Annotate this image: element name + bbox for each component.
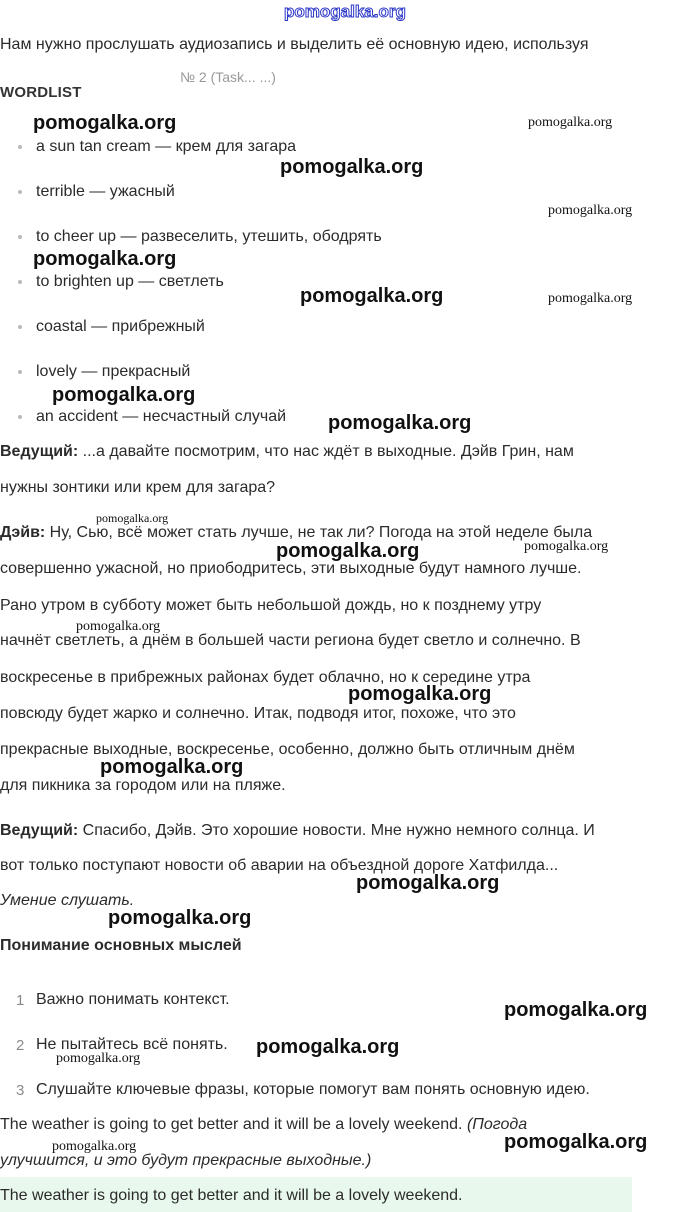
list-item: Важно понимать контекст. — [36, 991, 230, 1008]
list-item: coastal — прибрежный — [36, 318, 205, 335]
watermark: pomogalka.org — [100, 756, 244, 778]
item-number: 3 — [16, 1082, 25, 1099]
watermark: pomogalka.org — [504, 1131, 648, 1153]
answer-translation: (Погода — [466, 1116, 528, 1133]
list-item: an accident — несчастный случай — [36, 408, 287, 425]
watermark: pomogalka.org — [524, 539, 609, 554]
watermark: pomogalka.org — [256, 1036, 400, 1058]
answer-translation-cont: улучшится, и это будут прекрасные выходные.) — [0, 1152, 372, 1169]
bullet-dot — [18, 415, 22, 419]
watermark: pomogalka.org — [52, 384, 196, 406]
wordlist-heading: WORDLIST — [0, 84, 82, 101]
speaker-label: Ведущий: — [0, 443, 79, 460]
watermark: pomogalka.org — [76, 619, 161, 634]
dialogue-line — [0, 443, 574, 461]
list-item: to cheer up — развеселить, утешить, ободрять — [36, 228, 382, 245]
answer-sentence: The weather is going to get better and it will be a lovely weekend. — [0, 1116, 463, 1133]
watermark: pomogalka.org — [33, 248, 177, 270]
list-item: Не пытайтесь всё понять. — [36, 1036, 228, 1053]
watermark: pomogalka.org — [356, 872, 500, 894]
watermark: pomogalka.org — [280, 156, 424, 178]
speech-text: Ну, Сью, всё может стать лучше, не так ли? Погода на этой неделе была — [45, 524, 593, 541]
watermark: pomogalka.org — [348, 683, 492, 705]
highlighted-answer: The weather is going to get better and it will be a lovely weekend. — [0, 1187, 463, 1204]
dialogue-line: совершенно ужасной, но приободритесь, эти выходные будут намного лучше. — [0, 560, 582, 577]
bullet-dot — [18, 325, 22, 329]
intro-clipped-text: № 2 (Task... ...) — [180, 69, 276, 85]
watermark: pomogalka.org — [33, 112, 177, 134]
dialogue-line: Рано утром в субботу может быть небольшой дождь, но к позднему утру — [0, 597, 542, 614]
watermark: pomogalka.org — [56, 1051, 141, 1066]
item-number: 2 — [16, 1037, 25, 1054]
watermark: pomogalka.org — [276, 540, 420, 562]
bullet-dot — [18, 280, 22, 284]
list-item: lovely — прекрасный — [36, 363, 191, 380]
list-item: terrible — ужасный — [36, 183, 175, 200]
watermark: pomogalka.org — [108, 907, 252, 929]
list-item: a sun tan cream — крем для загара — [36, 138, 297, 155]
dialogue-line: для пикника за городом или на пляже. — [0, 777, 286, 794]
bullet-dot — [18, 145, 22, 149]
speech-text: ...а давайте посмотрим, что нас ждёт в выходные. Дэйв Грин, нам — [78, 443, 574, 460]
bullet-dot — [18, 235, 22, 239]
skills-title: Умение слушать. — [0, 892, 135, 909]
list-item: Слушайте ключевые фразы, которые помогут вам понять основную идею. — [36, 1081, 590, 1098]
bullet-dot — [18, 190, 22, 194]
watermark-top: pomogalka.org — [284, 2, 406, 21]
list-item: to brighten up — светлеть — [36, 273, 224, 290]
dialogue-line: воскресенье в прибрежных районах будет облачно, но к середине утра — [0, 669, 531, 686]
watermark: pomogalka.org — [328, 412, 472, 434]
item-number: 1 — [16, 992, 25, 1009]
speaker-label: Дэйв: — [0, 524, 46, 541]
intro-text: Нам нужно прослушать аудиозапись и выделить её основную идею, используя — [0, 36, 589, 53]
skills-heading: Понимание основных мыслей — [0, 937, 242, 954]
watermark: pomogalka.org — [504, 999, 648, 1021]
watermark: pomogalka.org — [96, 511, 169, 525]
dialogue-line — [0, 822, 595, 840]
answer-line — [0, 1116, 527, 1134]
speech-text: Спасибо, Дэйв. Это хорошие новости. Мне нужно немного солнца. И — [78, 822, 595, 839]
dialogue-line: начнёт светлеть, а днём в большей части региона будет светло и солнечно. В — [0, 632, 581, 649]
dialogue-line: вот только поступают новости об аварии на объездной дороге Хатфилда... — [0, 857, 559, 874]
watermark: pomogalka.org — [300, 285, 444, 307]
watermark: pomogalka.org — [52, 1139, 137, 1154]
dialogue-line: прекрасные выходные, воскресенье, особенно, должно быть отличным днём — [0, 741, 575, 758]
bullet-dot — [18, 370, 22, 374]
speaker-label: Ведущий: — [0, 822, 79, 839]
watermark: pomogalka.org — [528, 115, 613, 130]
watermark: pomogalka.org — [548, 203, 633, 218]
dialogue-line: нужны зонтики или крем для загара? — [0, 479, 276, 496]
watermark: pomogalka.org — [548, 291, 633, 306]
dialogue-line: повсюду будет жарко и солнечно. Итак, подводя итог, похоже, что это — [0, 705, 516, 722]
